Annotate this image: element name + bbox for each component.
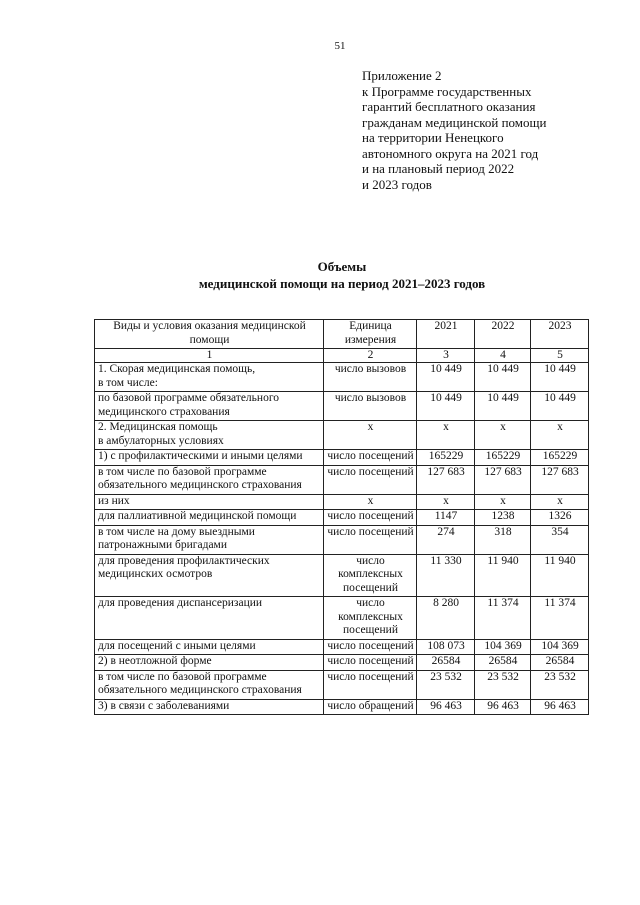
row-name-cell: из них bbox=[95, 494, 324, 510]
page-number: 51 bbox=[334, 40, 346, 52]
row-value-2023: 1326 bbox=[531, 510, 589, 526]
row-value-2021: 1147 bbox=[417, 510, 475, 526]
row-unit-cell: число посещений bbox=[324, 639, 417, 655]
column-number-row bbox=[95, 349, 589, 363]
appendix-note bbox=[362, 68, 602, 192]
row-name-cell: в том числе по базовой программе обязательного медицинского страхования bbox=[95, 670, 324, 699]
row-value-2023: 104 369 bbox=[531, 639, 589, 655]
table-row bbox=[95, 363, 589, 392]
row-value-2023: 165229 bbox=[531, 450, 589, 466]
row-value-2023: x bbox=[531, 421, 589, 450]
row-value-2022: x bbox=[475, 421, 531, 450]
row-value-2023: x bbox=[531, 494, 589, 510]
row-unit-cell: число посещений bbox=[324, 465, 417, 494]
row-name-cell: в том числе на дому выездными патронажными бригадами bbox=[95, 525, 324, 554]
row-value-2023: 11 374 bbox=[531, 597, 589, 640]
table-row bbox=[95, 699, 589, 715]
header-2022: 2022 bbox=[475, 320, 531, 349]
row-value-2021: 10 449 bbox=[417, 392, 475, 421]
row-name-cell: по базовой программе обязательного медицинского страхования bbox=[95, 392, 324, 421]
row-unit-cell: число вызовов bbox=[324, 392, 417, 421]
row-value-2021: x bbox=[417, 421, 475, 450]
row-value-2023: 10 449 bbox=[531, 392, 589, 421]
row-unit-cell: x bbox=[324, 421, 417, 450]
row-value-2023: 10 449 bbox=[531, 363, 589, 392]
table-row bbox=[95, 597, 589, 640]
row-unit-cell: число посещений bbox=[324, 655, 417, 671]
table-row bbox=[95, 510, 589, 526]
row-value-2022: 318 bbox=[475, 525, 531, 554]
row-name-cell: для посещений с иными целями bbox=[95, 639, 324, 655]
header-2023: 2023 bbox=[531, 320, 589, 349]
row-value-2022: 10 449 bbox=[475, 392, 531, 421]
row-value-2023: 96 463 bbox=[531, 699, 589, 715]
volumes-table bbox=[94, 319, 589, 715]
row-unit-cell: число посещений bbox=[324, 510, 417, 526]
column-number: 2 bbox=[324, 349, 417, 363]
column-number: 5 bbox=[531, 349, 589, 363]
table-row bbox=[95, 421, 589, 450]
header-name: Виды и условия оказания медицинской помощи bbox=[95, 320, 324, 349]
row-name-cell: 2) в неотложной форме bbox=[95, 655, 324, 671]
row-name-cell: в том числе по базовой программе обязательного медицинского страхования bbox=[95, 465, 324, 494]
table-row bbox=[95, 450, 589, 466]
row-value-2022: 23 532 bbox=[475, 670, 531, 699]
row-name-cell: 3) в связи с заболеваниями bbox=[95, 699, 324, 715]
column-number: 1 bbox=[95, 349, 324, 363]
row-value-2022: 11 374 bbox=[475, 597, 531, 640]
row-value-2023: 23 532 bbox=[531, 670, 589, 699]
row-name-cell: 2. Медицинская помощь в амбулаторных условиях bbox=[95, 421, 324, 450]
row-value-2023: 26584 bbox=[531, 655, 589, 671]
row-value-2021: 96 463 bbox=[417, 699, 475, 715]
title-line: Объемы bbox=[317, 259, 367, 274]
row-unit-cell: x bbox=[324, 494, 417, 510]
appendix-line: гарантий бесплатного оказания bbox=[362, 99, 536, 114]
row-value-2022: 104 369 bbox=[475, 639, 531, 655]
row-unit-cell: число посещений bbox=[324, 450, 417, 466]
appendix-line: автономного округа на 2021 год bbox=[362, 145, 539, 161]
table-row bbox=[95, 655, 589, 671]
row-value-2021: 11 330 bbox=[417, 554, 475, 597]
header-2021: 2021 bbox=[417, 320, 475, 349]
row-unit-cell: число посещений bbox=[324, 525, 417, 554]
row-value-2021: 108 073 bbox=[417, 639, 475, 655]
row-value-2022: 127 683 bbox=[475, 465, 531, 494]
appendix-line: на территории Ненецкого bbox=[362, 130, 504, 145]
row-name-cell: для паллиативной медицинской помощи bbox=[95, 510, 324, 526]
table-row bbox=[95, 554, 589, 597]
appendix-line: Приложение 2 bbox=[362, 68, 442, 83]
column-number: 3 bbox=[417, 349, 475, 363]
header-unit: Единица измерения bbox=[324, 320, 417, 349]
document-title bbox=[0, 258, 640, 292]
row-value-2022: x bbox=[475, 494, 531, 510]
column-number: 4 bbox=[475, 349, 531, 363]
row-unit-cell: число вызовов bbox=[324, 363, 417, 392]
row-value-2022: 11 940 bbox=[475, 554, 531, 597]
appendix-line: к Программе государственных bbox=[362, 83, 532, 99]
table-row bbox=[95, 670, 589, 699]
table-row bbox=[95, 639, 589, 655]
table-row bbox=[95, 494, 589, 510]
title-line: медицинской помощи на период 2021–2023 годов bbox=[198, 276, 486, 291]
row-value-2023: 354 bbox=[531, 525, 589, 554]
row-value-2022: 96 463 bbox=[475, 699, 531, 715]
row-unit-cell: число обращений bbox=[324, 699, 417, 715]
row-name-cell: для проведения профилактических медицинских осмотров bbox=[95, 554, 324, 597]
table-row bbox=[95, 525, 589, 554]
row-value-2022: 10 449 bbox=[475, 363, 531, 392]
row-value-2021: 23 532 bbox=[417, 670, 475, 699]
row-value-2022: 1238 bbox=[475, 510, 531, 526]
row-value-2021: 26584 bbox=[417, 655, 475, 671]
row-name-cell: 1) с профилактическими и иными целями bbox=[95, 450, 324, 466]
appendix-line: гражданам медицинской помощи bbox=[362, 114, 547, 130]
row-value-2021: 274 bbox=[417, 525, 475, 554]
table-row bbox=[95, 392, 589, 421]
row-name-cell: для проведения диспансеризации bbox=[95, 597, 324, 640]
row-value-2021: 10 449 bbox=[417, 363, 475, 392]
row-unit-cell: число комплексных посещений bbox=[324, 597, 417, 640]
row-value-2022: 26584 bbox=[475, 655, 531, 671]
row-value-2021: 127 683 bbox=[417, 465, 475, 494]
appendix-line: и 2023 годов bbox=[362, 176, 432, 192]
row-value-2022: 165229 bbox=[475, 450, 531, 466]
row-value-2021: 8 280 bbox=[417, 597, 475, 640]
row-value-2021: x bbox=[417, 494, 475, 510]
appendix-line: и на плановый период 2022 bbox=[362, 161, 515, 176]
row-unit-cell: число посещений bbox=[324, 670, 417, 699]
table-header-row bbox=[95, 320, 589, 349]
row-unit-cell: число комплексных посещений bbox=[324, 554, 417, 597]
row-value-2023: 127 683 bbox=[531, 465, 589, 494]
table-row bbox=[95, 465, 589, 494]
row-name-cell: 1. Скорая медицинская помощь, в том числе: bbox=[95, 363, 324, 392]
row-value-2023: 11 940 bbox=[531, 554, 589, 597]
row-value-2021: 165229 bbox=[417, 450, 475, 466]
